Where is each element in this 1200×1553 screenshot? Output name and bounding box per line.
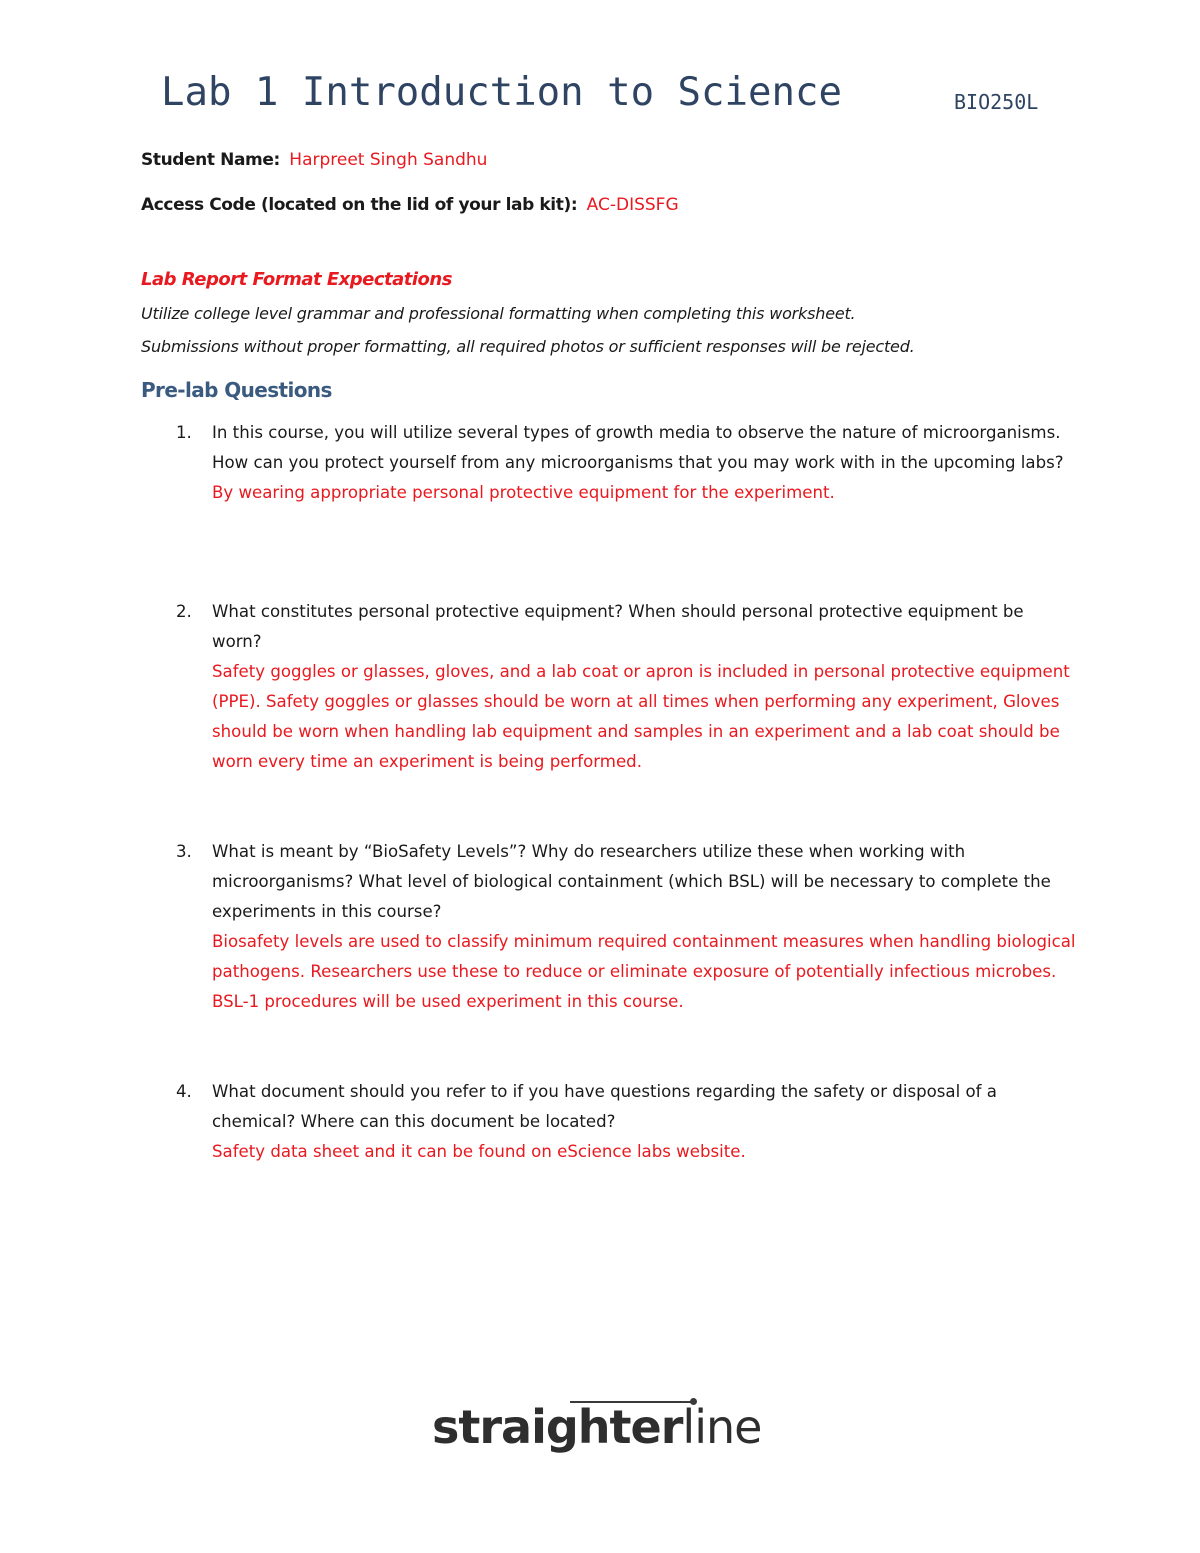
question-number: 4. [176,1082,192,1101]
question-item [176,418,1076,508]
answer-text: Biosafety levels are used to classify minimum required containment measures when handling biological pathogens. Researchers use these to reduce or eliminate exposure of potentially infectious microbes. BSL-1 procedures will be used experiment in this course. [212,932,1076,1011]
student-name-line [141,150,487,170]
logo-bold-text: straighter [432,1400,683,1454]
straighterline-logo [432,1400,761,1454]
question-item [176,837,1076,1017]
format-expectations-heading: Lab Report Format Expectations [141,269,452,290]
question-text: What is meant by “BioSafety Levels”? Why do researchers utilize these when working with microorganisms? What level of biological containment (which BSL) will be necessary to complete the experiments in this course? [212,842,1051,921]
question-text: What constitutes personal protective equipment? When should personal protective equipment be worn? [212,602,1024,651]
question-text: In this course, you will utilize several types of growth media to observe the nature of microorganisms. How can you protect yourself from any microorganisms that you may work with in the upcoming labs? [212,423,1064,472]
logo-light-text: line [682,1400,762,1454]
access-code-label: Access Code (located on the lid of your lab kit): [141,195,578,215]
question-item [176,1077,1076,1167]
question-text: What document should you refer to if you have questions regarding the safety or disposal of a chemical? Where can this document be located? [212,1082,997,1131]
format-expectations-line-2: Submissions without proper formatting, all required photos or sufficient responses will be rejected. [141,337,915,356]
access-code-line [141,195,679,215]
question-number: 1. [176,423,192,442]
question-number: 2. [176,602,192,621]
question-item [176,597,1076,777]
course-code: BIO250L [954,90,1039,114]
answer-text: By wearing appropriate personal protective equipment for the experiment. [212,483,835,502]
access-code-value: AC-DISSFG [586,195,679,215]
page-title: Lab 1 Introduction to Science [161,70,842,115]
answer-text: Safety data sheet and it can be found on eScience labs website. [212,1142,746,1161]
student-name-label: Student Name: [141,150,280,170]
prelab-heading: Pre-lab Questions [141,378,332,402]
answer-text: Safety goggles or glasses, gloves, and a lab coat or apron is included in personal protective equipment (PPE). Safety goggles or glasses should be worn at all times when performing any experiment, Gloves should be worn when handling lab equipment and samples in an experiment and a lab coat should be worn every time an experiment is being performed. [212,662,1070,771]
student-name-value: Harpreet Singh Sandhu [289,150,488,170]
format-expectations-line-1: Utilize college level grammar and professional formatting when completing this worksheet. [141,304,856,323]
question-number: 3. [176,842,192,861]
